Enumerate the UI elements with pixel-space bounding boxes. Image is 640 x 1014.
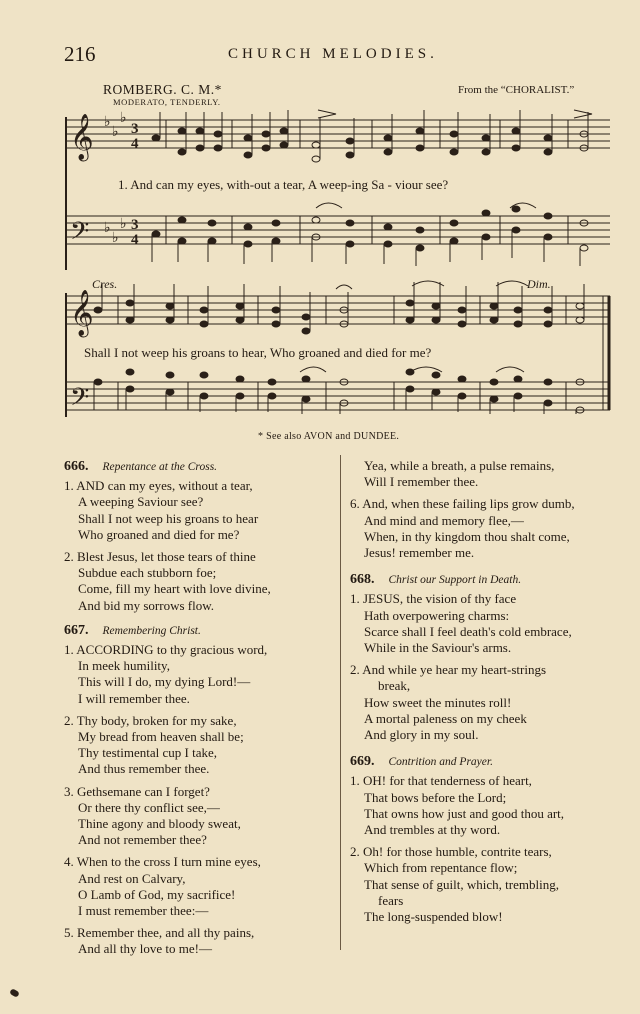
verse-line: 2. Thy body, broken for my sake,	[64, 712, 237, 728]
verse-line: O Lamb of God, my sacrifice!	[78, 886, 236, 902]
stanza	[64, 925, 336, 957]
stanza	[64, 549, 336, 614]
verse-line: And not remember thee?	[78, 832, 207, 848]
footnote: * See also AVON and DUNDEE.	[258, 431, 400, 442]
verse-line: Shall I not weep his groans to hear	[78, 510, 259, 526]
svg-text:♭: ♭	[104, 220, 111, 236]
bass-clef-icon: 𝄢	[70, 383, 90, 418]
verse-line: In meek humility,	[78, 658, 170, 674]
svg-text:♭: ♭	[104, 114, 111, 130]
svg-text:♭: ♭	[120, 216, 127, 232]
verse-line: Thine agony and bloody sweat,	[78, 816, 241, 832]
verse-line: 2. Oh! for those humble, contrite tears,	[350, 844, 552, 860]
verse-line: Hath overpowering charms:	[364, 607, 510, 623]
stanza	[350, 496, 620, 561]
verse-line: Who groaned and died for me?	[78, 526, 240, 542]
stanza	[350, 458, 620, 490]
verse-line: A weeping Saviour see?	[78, 494, 204, 510]
bass-clef-icon: 𝄢	[70, 217, 90, 252]
lyrics-line-2: Shall I not weep his groans to hear, Who groaned and died for me?	[84, 345, 432, 360]
verse-line: The long-suspended blow!	[364, 909, 503, 925]
hymn-title: Remembering Christ.	[102, 624, 201, 637]
stanza	[350, 591, 620, 656]
stanza	[64, 642, 336, 707]
verse-line: 2. Blest Jesus, let those tears of thine	[64, 549, 256, 565]
verse-line: Or there thy conflict see,—	[78, 799, 220, 815]
hymn-668	[350, 571, 620, 743]
tune-source: From the “CHORALIST.”	[458, 84, 575, 96]
verse-line: 1. JESUS, the vision of thy face	[350, 591, 517, 607]
stanza	[350, 844, 620, 925]
verse-line: And glory in my soul.	[364, 727, 479, 743]
verse-line: 5. Remember thee, and all thy pains,	[64, 925, 255, 941]
tune-name: ROMBERG. C. M.*	[103, 82, 222, 97]
verse-line: 4. When to the cross I turn mine eyes,	[64, 854, 261, 870]
hymn-number: 668.	[350, 572, 375, 588]
verse-line: A mortal paleness on my cheek	[364, 710, 527, 726]
verse-line: And rest on Calvary,	[78, 870, 186, 886]
stanza	[64, 784, 336, 849]
verse-line: 1. OH! for that tenderness of heart,	[350, 773, 532, 789]
ink-mark	[9, 988, 20, 998]
hymn-title: Contrition and Prayer.	[388, 756, 493, 769]
time-signature-top: 3	[131, 217, 139, 233]
hymn-number: 669.	[350, 754, 375, 770]
verse-line: This will I do, my dying Lord!—	[78, 674, 251, 690]
treble-clef-icon: 𝄞	[70, 290, 94, 336]
hymn-number: 667.	[64, 622, 89, 638]
verse-line: And bid my sorrows flow.	[78, 597, 215, 613]
verse-line: 6. And, when these failing lips grow dumb,	[350, 496, 575, 512]
note-group	[152, 110, 588, 162]
hymn-666	[64, 458, 336, 614]
stanza	[64, 478, 336, 543]
running-title: CHURCH MELODIES.	[228, 46, 438, 62]
time-signature-bottom: 4	[131, 232, 139, 248]
verse-line: Yea, while a breath, a pulse remains,	[364, 458, 555, 473]
hymn-number: 666.	[64, 459, 89, 474]
verse-line: How sweet the minutes roll!	[364, 694, 512, 710]
verse-line: When, in thy kingdom thou shalt come,	[364, 528, 570, 544]
treble-staff-1	[66, 120, 610, 148]
column-divider	[340, 455, 341, 950]
verse-line: 1. ACCORDING to thy gracious word,	[64, 642, 268, 658]
svg-text:♭: ♭	[112, 230, 119, 246]
svg-text:♭: ♭	[120, 110, 127, 126]
right-column	[350, 458, 620, 931]
verse-line: And all thy love to me!—	[78, 941, 212, 957]
verse-line: 2. And while ye hear my heart-strings	[350, 662, 547, 678]
svg-text:♭: ♭	[112, 124, 119, 140]
note-group	[94, 282, 584, 334]
verse-line: That sense of guilt, which, trembling,	[364, 876, 559, 892]
treble-clef-icon: 𝄞	[70, 114, 94, 160]
stanza	[64, 713, 336, 778]
stanza	[350, 773, 620, 838]
verse-line: Jesus! remember me.	[364, 545, 475, 561]
verse-line: And mind and memory flee,—	[364, 512, 524, 528]
verse-line: fears	[378, 892, 404, 908]
verse-line: That bows before the Lord;	[364, 789, 507, 805]
music-score	[0, 0, 640, 440]
verse-line: Scarce shall I feel death's cold embrace,	[364, 623, 572, 639]
verse-line: That owns how just and good thou art,	[364, 805, 565, 821]
hymn-title: Repentance at the Cross.	[102, 461, 218, 473]
diminuendo-mark: Dim.	[527, 277, 551, 291]
verse-line: I must remember thee:—	[78, 903, 209, 919]
note-group	[152, 206, 588, 266]
verse-line: While in the Saviour's arms.	[364, 640, 512, 656]
verse-line: 3. Gethsemane can I forget?	[64, 783, 210, 799]
bass-staff-2	[66, 382, 610, 410]
crescendo-mark: Cres.	[92, 277, 118, 291]
tempo-marking: MODERATO, TENDERLY.	[113, 97, 221, 107]
verse-line: Come, fill my heart with love divine,	[78, 581, 271, 597]
hymn-title: Christ our Support in Death.	[388, 574, 522, 587]
verse-line: And thus remember thee.	[78, 761, 210, 777]
lyrics-line-1: 1. And can my eyes, with-out a tear, A weep-ing Sa - viour see?	[118, 177, 449, 192]
bass-staff-1	[66, 216, 610, 244]
page-number: 216	[64, 42, 96, 66]
hymn-669	[350, 753, 620, 925]
verse-line: 1. AND can my eyes, without a tear,	[64, 478, 253, 494]
verse-line: Thy testimental cup I take,	[78, 745, 217, 761]
verse-line: break,	[378, 678, 411, 694]
left-column	[64, 458, 336, 964]
verse-line: Which from repentance flow;	[364, 860, 518, 876]
note-group	[94, 369, 584, 414]
verse-line: Will I remember thee.	[364, 474, 479, 490]
verse-line: And trembles at thy word.	[364, 822, 501, 838]
stanza	[350, 662, 620, 743]
verse-line: I will remember thee.	[78, 690, 190, 706]
hymn-667	[64, 622, 336, 958]
time-signature-bottom: 4	[131, 136, 139, 152]
time-signature-top: 3	[131, 121, 139, 137]
treble-staff-2	[66, 296, 610, 324]
stanza	[64, 854, 336, 919]
verse-line: Subdue each stubborn foe;	[78, 565, 217, 581]
verse-line: My bread from heaven shall be;	[78, 729, 244, 745]
